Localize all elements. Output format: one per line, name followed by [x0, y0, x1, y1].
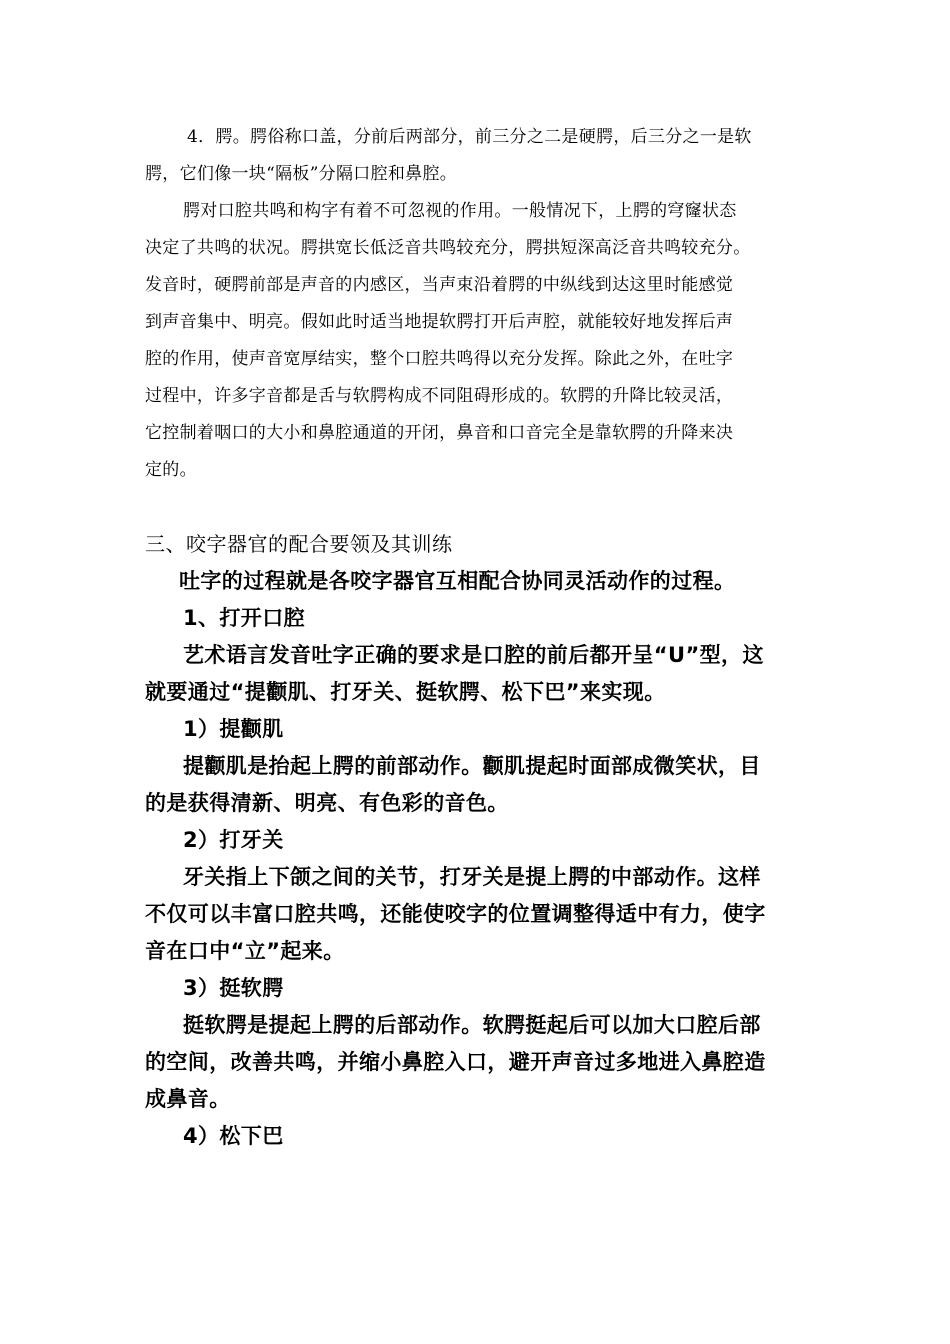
section-3-intro: 吐字的过程就是各咬字器官互相配合协同灵活动作的过程。: [179, 569, 736, 593]
item-1-line-1: 提颧肌是抬起上腭的前部动作。颧肌提起时面部成微笑状，目: [183, 754, 761, 778]
subsection-1-line-1: 艺术语言发音吐字正确的要求是口腔的前后都开呈“U”型，这: [183, 643, 764, 667]
item-2-line-2: 不仅可以丰富口腔共鸣，还能使咬字的位置调整得适中有力，使字: [145, 902, 766, 926]
palate-paragraph-line-3: 发音时，硬腭前部是声音的内感区，当声束沿着腭的中纵线到达这里时能感觉: [145, 275, 734, 295]
palate-paragraph-line-4: 到声音集中、明亮。假如此时适当地提软腭打开后声腔，就能较好地发挥后声: [145, 312, 734, 332]
item-1-line-2: 的是获得清新、明亮、有色彩的音色。: [145, 791, 509, 815]
section-4-line-2: 腭，它们像一块“隔板”分隔口腔和鼻腔。: [145, 164, 458, 184]
item-2-title: 2）打牙关: [183, 828, 284, 852]
section-4-line-1: 4．腭。腭俗称口盖，分前后两部分，前三分之二是硬腭，后三分之一是软: [187, 127, 752, 147]
item-4-title: 4）松下巴: [183, 1124, 284, 1148]
palate-paragraph-line-6: 过程中，许多字音都是舌与软腭构成不同阻碍形成的。软腭的升降比较灵活，: [145, 386, 734, 406]
palate-paragraph-line-7: 它控制着咽口的大小和鼻腔通道的开闭，鼻音和口音完全是靠软腭的升降来决: [145, 423, 734, 443]
item-1-title: 1）提颧肌: [183, 717, 284, 741]
subsection-1-line-2: 就要通过“提颧肌、打牙关、挺软腭、松下巴”来实现。: [145, 680, 666, 704]
subsection-1-title: 1、打开口腔: [183, 606, 306, 630]
item-3-line-2: 的空间，改善共鸣，并缩小鼻腔入口，避开声音过多地进入鼻腔造: [145, 1050, 766, 1074]
section-3-title: 三、咬字器官的配合要领及其训练: [145, 532, 453, 556]
palate-paragraph-line-8: 定的。: [145, 460, 197, 480]
palate-paragraph-line-2: 决定了共鸣的状况。腭拱宽长低泛音共鸣较充分，腭拱短深高泛音共鸣较充分。: [145, 238, 751, 258]
palate-paragraph-line-5: 腔的作用，使声音宽厚结实，整个口腔共鸣得以充分发挥。除此之外，在吐字: [145, 349, 734, 369]
item-2-line-1: 牙关指上下颌之间的关节，打牙关是提上腭的中部动作。这样: [183, 865, 761, 889]
item-3-title: 3）挺软腭: [183, 976, 284, 1000]
palate-paragraph-line-1: 腭对口腔共鸣和构字有着不可忽视的作用。一般情况下，上腭的穹窿状态: [183, 201, 737, 221]
item-2-line-3: 音在口中“立”起来。: [145, 939, 345, 963]
item-3-line-1: 挺软腭是提起上腭的后部动作。软腭挺起后可以加大口腔后部: [183, 1013, 761, 1037]
item-3-line-3: 成鼻音。: [145, 1087, 231, 1111]
